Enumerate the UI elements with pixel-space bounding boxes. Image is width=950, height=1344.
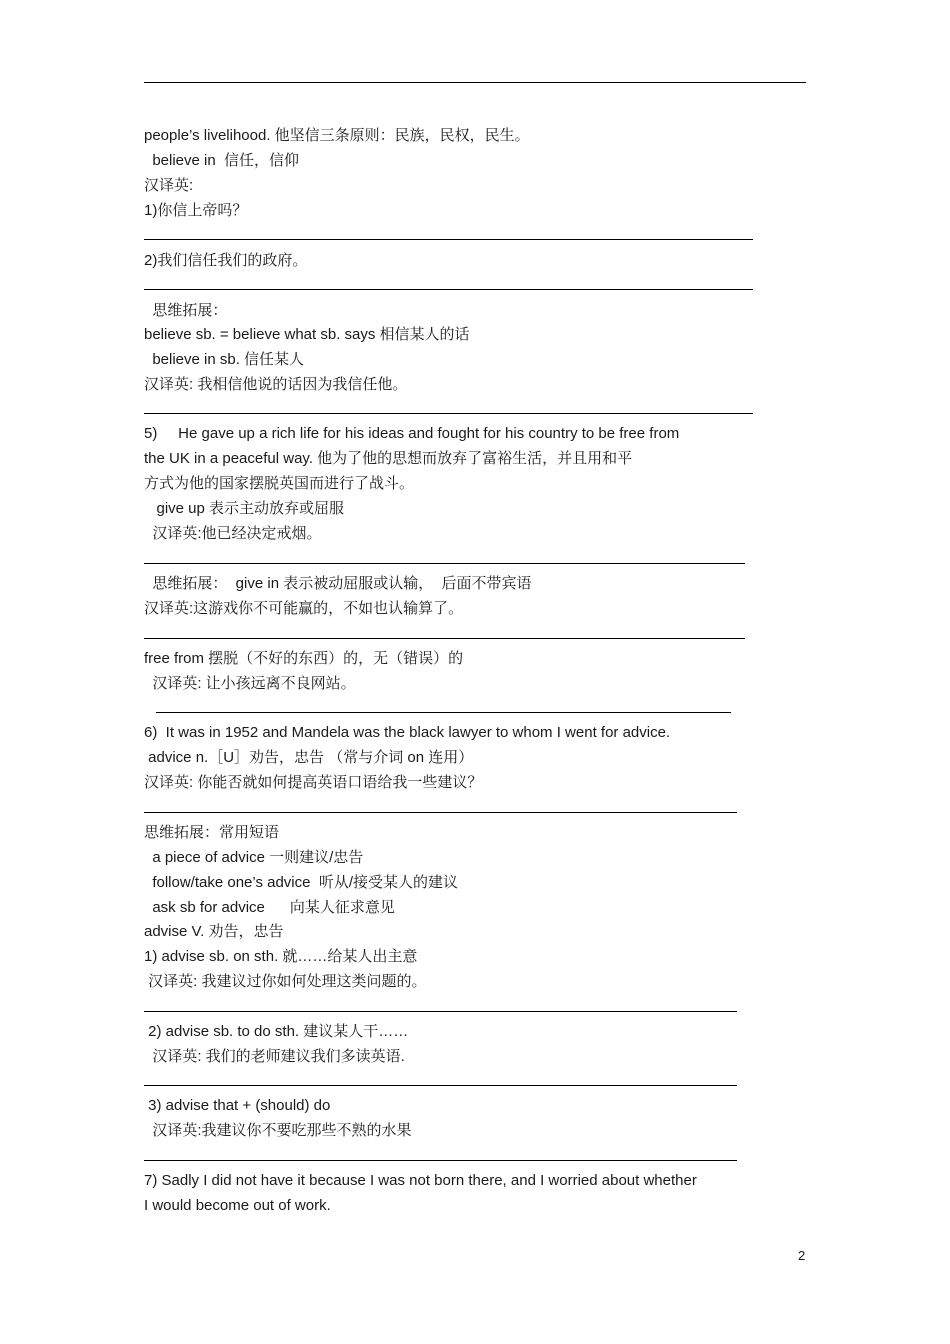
answer-blank-line[interactable] bbox=[144, 1011, 737, 1012]
text-line: 汉译英: 我们的老师建议我们多读英语. bbox=[144, 1048, 405, 1065]
text-line: 汉译英: 让小孩远离不良网站。 bbox=[144, 675, 356, 692]
text-line: believe sb. = believe what sb. says 相信某人的话 bbox=[144, 326, 470, 343]
text-line: ask sb for advice 向某人征求意见 bbox=[144, 899, 395, 916]
text-line: advice n.［U］劝告，忠告 （常与介词 on 连用） bbox=[144, 749, 474, 766]
text-line: 思维拓展：常用短语 bbox=[144, 824, 280, 841]
text-line: give up 表示主动放弃或屈服 bbox=[144, 500, 345, 517]
text-line: 3) advise that + (should) do bbox=[144, 1097, 331, 1114]
text-line: 7) Sadly I did not have it because I was not born there, and I worried about whether bbox=[144, 1172, 697, 1189]
text-line: 6) It was in 1952 and Mandela was the black lawyer to whom I went for advice. bbox=[144, 724, 671, 741]
answer-blank-line[interactable] bbox=[144, 1085, 737, 1086]
answer-blank-line[interactable] bbox=[144, 1160, 737, 1161]
text-line: 汉译英: bbox=[144, 177, 194, 194]
text-line: believe in 信任，信仰 bbox=[144, 152, 300, 169]
answer-blank-line[interactable] bbox=[144, 289, 753, 290]
answer-blank-line[interactable] bbox=[144, 563, 745, 564]
text-line: follow/take one’s advice 听从/接受某人的建议 bbox=[144, 874, 458, 891]
text-line: free from 摆脱（不好的东西）的，无（错误）的 bbox=[144, 650, 464, 667]
text-line: 汉译英: 我建议过你如何处理这类问题的。 bbox=[144, 973, 427, 990]
text-line: 2) advise sb. to do sth. 建议某人干…… bbox=[144, 1023, 409, 1040]
text-line: the UK in a peaceful way. 他为了他的思想而放弃了富裕生活，并且用和平 bbox=[144, 450, 633, 467]
text-line: 思维拓展： bbox=[144, 302, 228, 319]
answer-blank-line[interactable] bbox=[144, 638, 745, 639]
header-rule bbox=[144, 82, 806, 83]
text-line: 2)我们信任我们的政府。 bbox=[144, 252, 308, 269]
text-line: 1) advise sb. on sth. 就……给某人出主意 bbox=[144, 948, 418, 965]
text-line: advise V. 劝告，忠告 bbox=[144, 923, 284, 940]
text-line: believe in sb. 信任某人 bbox=[144, 351, 305, 368]
text-line: people’s livelihood. 他坚信三条原则：民族，民权，民生。 bbox=[144, 127, 530, 144]
text-line: 汉译英:我建议你不要吃那些不熟的水果 bbox=[144, 1122, 412, 1139]
text-line: 汉译英: 你能否就如何提高英语口语给我一些建议？ bbox=[144, 774, 483, 791]
text-line: 1)你信上帝吗？ bbox=[144, 202, 248, 219]
answer-blank-line[interactable] bbox=[144, 413, 753, 414]
text-line: a piece of advice 一则建议/忠告 bbox=[144, 849, 364, 866]
answer-blank-line[interactable] bbox=[144, 239, 753, 240]
answer-blank-line[interactable] bbox=[156, 712, 731, 713]
text-line: 汉译英:他已经决定戒烟。 bbox=[144, 525, 322, 542]
page-number: 2 bbox=[798, 1248, 806, 1263]
text-line: 5) He gave up a rich life for his ideas and fought for his country to be free from bbox=[144, 425, 680, 442]
text-line: 方式为他的国家摆脱英国而进行了战斗。 bbox=[144, 475, 415, 492]
text-line: I would become out of work. bbox=[144, 1197, 331, 1214]
answer-blank-line[interactable] bbox=[144, 812, 737, 813]
text-line: 思维拓展： give in 表示被动屈服或认输， 后面不带宾语 bbox=[144, 575, 532, 592]
text-line: 汉译英: 我相信他说的话因为我信任他。 bbox=[144, 376, 408, 393]
text-line: 汉译英:这游戏你不可能赢的，不如也认输算了。 bbox=[144, 600, 464, 617]
